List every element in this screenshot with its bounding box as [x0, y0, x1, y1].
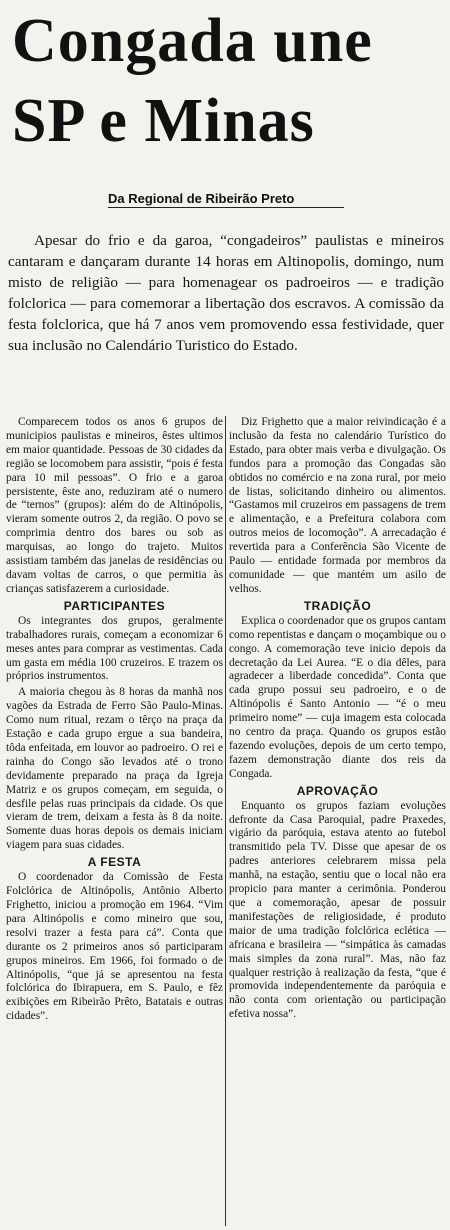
- subheading-tradicao: TRADIÇÃO: [303, 598, 372, 613]
- byline-rule: [108, 207, 344, 208]
- lead-paragraph: [8, 230, 444, 356]
- col-left-paragraph-3: A maioria chegou às 8 horas da manhã nos vagões da Estrada de Ferro São Paulo-Minas. Como num ritual, rezam o têrço na praça da Estação e cada grupo ergue a sua bandeira, tôda enfeitada, em louvor ao padroeiro. O rei e rainha do Congo são levados até o trono devidamente preparado na praça da Igreja Matriz e os grupos começam, em seguida, o desfile pelas ruas principais da cidade. Os que vieram de trem, deixam a festa às 8 da noite. Somente duas horas depois os demais iniciam viagem para suas cidades.: [6, 686, 223, 852]
- column-right: [229, 416, 446, 1024]
- column-divider: [225, 416, 226, 1226]
- col-right-paragraph-1: Diz Frighetto que a maior reivindicação é a inclusão da festa no calendário Turístico do Estado, para obter mais verba e divulgação. Os fundos para a promoção das Congadas são obtidos no comércio e na zona rural, por meio de listas, solicitando dinheiro ou alimentos. “Gastamos mil cruzeiros em passagens de trem e alimentação, e a Prefeitura colabora com outros meios de locomoção”. A arrecadação é revertida para a Conferência São Vicente de Paulo — entidade formada por membros da comunidade — que mantém um asilo de velhos.: [229, 416, 446, 595]
- lead-text: Apesar do frio e da garoa, “congadeiros” paulistas e mineiros cantaram e dançaram durante 14 horas em Altinopolis, domingo, num misto de religião — para homenagear os padroeiros — e tradição folclorica — para comemorar a libertação dos escravos. A comissão da festa folclorica, que há 7 anos vem promovendo essa festividade, quer sua inclusão no Calendário Turistico do Estado.: [8, 232, 444, 354]
- subheading-a-festa: A FESTA: [87, 855, 142, 870]
- col-left-paragraph-4: O coordenador da Comissão de Festa Folclórica de Altinópolis, Antônio Alberto Frighetto, iniciou a promoção em 1964. “Vim para Altinópolis e como mineiro que sou, resolvi trazer a festa para cá”. Conta que durante os 2 primeiros anos só participaram grupos mineiros. Em 1966, foi formado o de Altinópolis, “que já se apresentou na festa folclórica do Ibirapuera, em S. Paulo, e fêz exibições em Ribeirão Prêto, Batatais e outras cidades”.: [6, 871, 223, 1023]
- headline-line-1: Congada une: [12, 7, 373, 75]
- subheading-participantes: PARTICIPANTES: [63, 598, 166, 613]
- byline: Da Regional de Ribeirão Preto: [108, 191, 295, 206]
- col-left-paragraph-1: Comparecem todos os anos 6 grupos de municipios paulistas e mineiros, êstes ultimos em maior quantidade. Pessoas de 30 cidades da região se locomobem para assistir, “pois é festa para 10 mil pessoas”. O frio e a garoa persistente, êste ano, reduziram até o numero de “ternos” (grupos): além do de Altinópolis, vieram somente outros 2, da região. O povo se comprimia dentro dos bares ou sob as marquisas, ao longo do trajeto. Muitos assistiam também das janelas de residências ou davam voltas de carros, o que permitia às crianças satisfazerem a curiosidade.: [6, 416, 223, 595]
- col-left-paragraph-2: Os integrantes dos grupos, geralmente trabalhadores rurais, começam a economizar 6 meses antes para comprar as vestimentas. Cada um gasta em média 100 cruzeiros. E trazem os próprios instrumentos.: [6, 614, 223, 683]
- column-left: [6, 416, 223, 1026]
- subheading-aprovacao: APROVAÇÃO: [296, 783, 379, 798]
- col-right-paragraph-2: Explica o coordenador que os grupos cantam como repentistas e dançam o moçambique ou o congo. A comemoração teve inicio depois da decretação da Lei Aurea. “E o dia dêles, para agradecer a liberdade concedida”. Conta que cada grupo possui seu padroeiro, e o de Altinópolis é Santo Antonio — “é o meu primeiro nome” — cuja imagem esta colocada no centro da praça. Quando os grupos estão fazendo evoluções, depois de um certo tempo, fazem demonstração diante dos reis da Congada.: [229, 614, 446, 780]
- headline-line-2: SP e Minas: [12, 87, 315, 155]
- col-right-paragraph-3: Enquanto os grupos faziam evoluções defronte da Casa Paroquial, padre Praxedes, vigário da paróquia, estava atento ao futebol transmitido pela TV. Disse que apesar de os padres anteriores celebrarem missa pela manhã, na estação, sentiu que o local não era propicio para manter a cerimônia. Ponderou que a comemoração, apesar de possuir manifestações de religiosidade, é produto maior de uma tradição folclórica eclética — africana e brasileira — “simpática às camadas mais simples da zona rural”. Mas, não faz qualquer restrição à realização da festa, “que é promovida independentemente da paróquia e não conta com orientação ou participação efetiva nossa”.: [229, 799, 446, 1021]
